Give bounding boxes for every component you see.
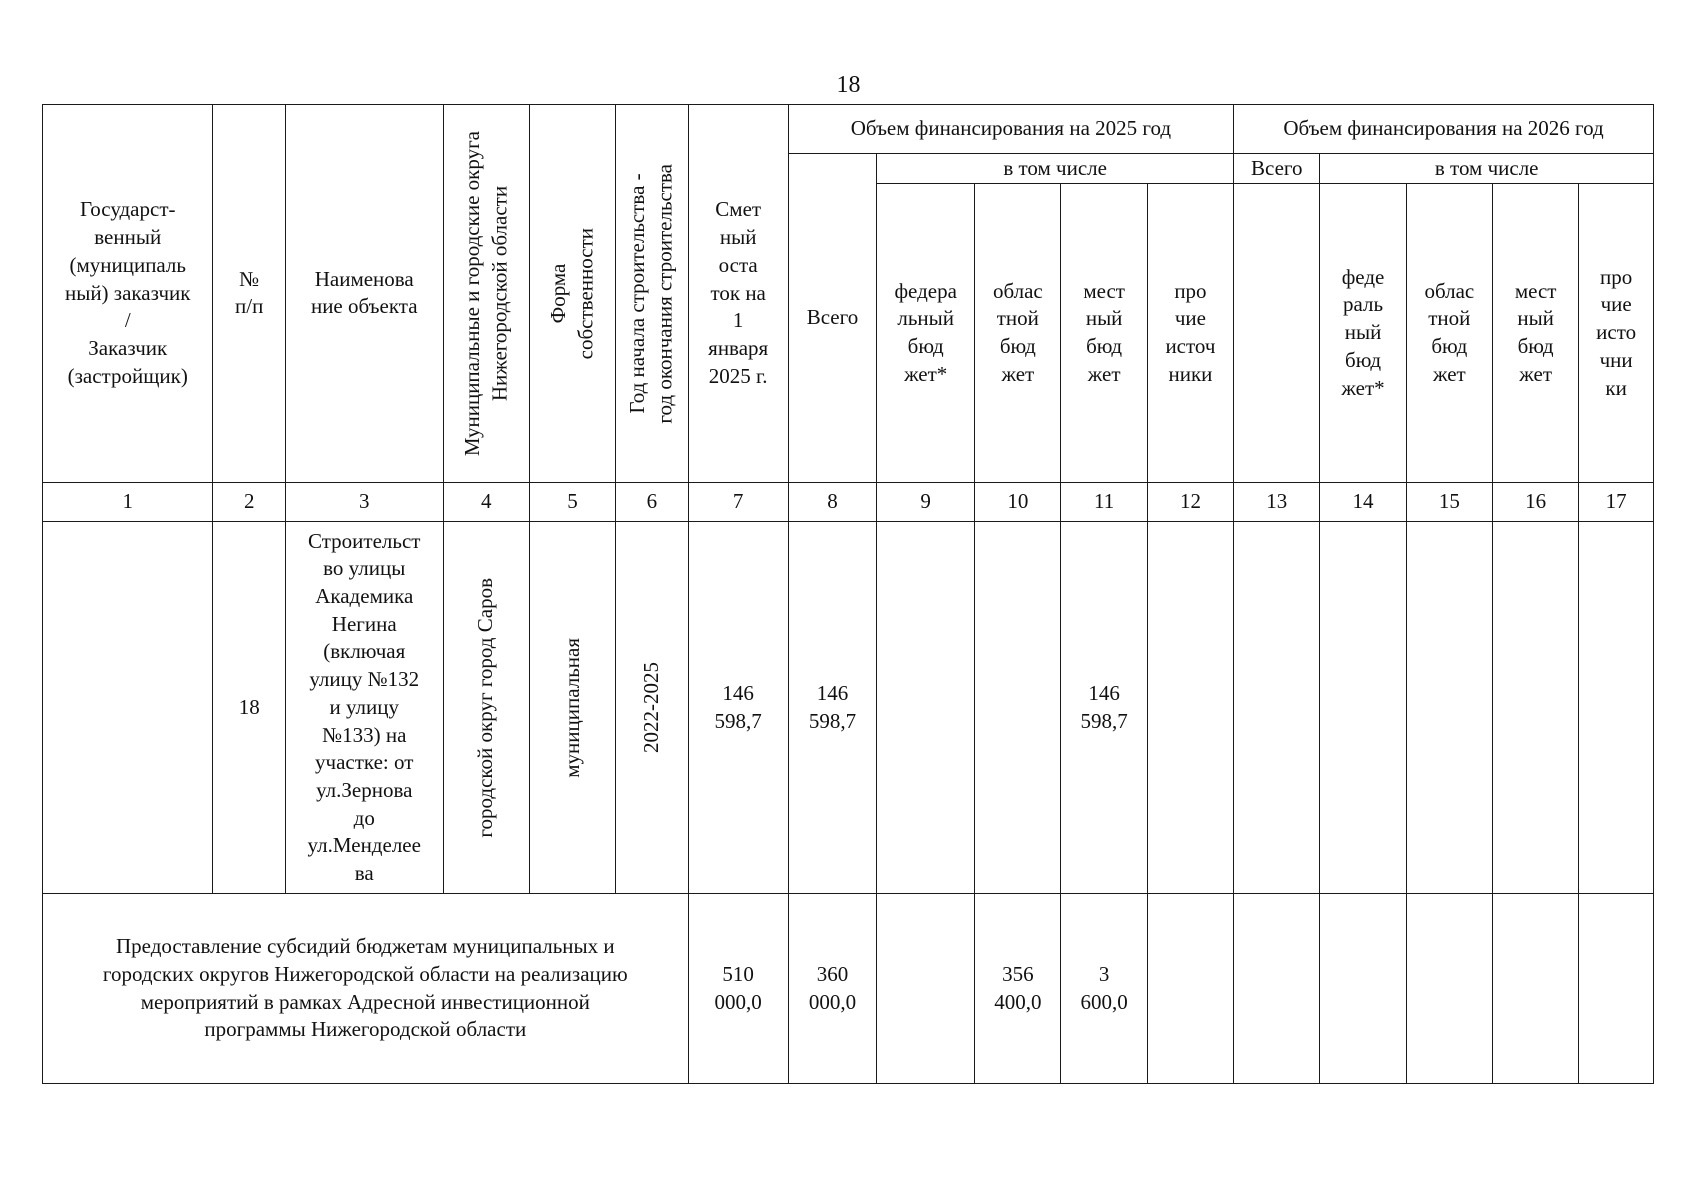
header-estimate: Смет ный оста ток на 1 января 2025 г.: [688, 105, 788, 483]
column-number: 3: [285, 482, 443, 521]
summary-other-2026: [1579, 894, 1654, 1084]
header-regional-2025: облас тной бюд жет: [975, 184, 1061, 483]
summary-local-2025: 3 600,0: [1061, 894, 1147, 1084]
summary-federal-2026: [1320, 894, 1406, 1084]
column-number: 11: [1061, 482, 1147, 521]
header-other-2025: про чие источ ники: [1147, 184, 1233, 483]
summary-total-2025: 360 000,0: [788, 894, 876, 1084]
column-number: 6: [616, 482, 688, 521]
header-object-name: Наименова ние объекта: [285, 105, 443, 483]
header-other-2026: про чие исто чни ки: [1579, 184, 1654, 483]
row-estimate: 146 598,7: [688, 522, 788, 894]
header-years: Год начала строительства - год окончания строительства: [616, 105, 688, 483]
page-number: 18: [836, 72, 861, 98]
row-total-2025: 146 598,7: [788, 522, 876, 894]
column-number: 10: [975, 482, 1061, 521]
row-federal-2025: [877, 522, 975, 894]
summary-other-2025: [1147, 894, 1233, 1084]
header-customer: Государст- венный (муниципаль ный) заказчик / Заказчик (застройщик): [43, 105, 213, 483]
column-number: 12: [1147, 482, 1233, 521]
row-federal-2026: [1320, 522, 1406, 894]
header-fin-2026: Объем финансирования на 2026 год: [1234, 105, 1654, 154]
row-local-2025: 146 598,7: [1061, 522, 1147, 894]
header-num: № п/п: [213, 105, 285, 483]
summary-label: Предоставление субсидий бюджетам муниципальных и городских округов Нижегородской области на реализацию мероприятий в рамках Адресной инвестиционной программы Нижегородской области: [43, 894, 689, 1084]
row-municipality: городской округ город Саров: [443, 522, 529, 894]
summary-row: [43, 894, 1654, 1084]
column-number: 14: [1320, 482, 1406, 521]
header-federal-2025: федера льный бюд жет*: [877, 184, 975, 483]
summary-regional-2026: [1406, 894, 1492, 1084]
table-row: [43, 522, 1654, 894]
financing-table: [42, 104, 1654, 1084]
header-including-2026: в том числе: [1320, 154, 1654, 184]
row-other-2026: [1579, 522, 1654, 894]
column-number: 8: [788, 482, 876, 521]
header-fin-2025: Объем финансирования на 2025 год: [788, 105, 1233, 154]
header-total-2026: Всего: [1234, 154, 1320, 184]
row-customer: [43, 522, 213, 894]
column-number: 17: [1579, 482, 1654, 521]
row-other-2025: [1147, 522, 1233, 894]
header-total-2026-cont: [1234, 184, 1320, 483]
row-regional-2026: [1406, 522, 1492, 894]
row-ownership: муниципальная: [529, 522, 615, 894]
summary-total-2026: [1234, 894, 1320, 1084]
column-number: 7: [688, 482, 788, 521]
header-regional-2026: облас тной бюд жет: [1406, 184, 1492, 483]
header-local-2025: мест ный бюд жет: [1061, 184, 1147, 483]
column-number: 5: [529, 482, 615, 521]
summary-local-2026: [1492, 894, 1578, 1084]
header-local-2026: мест ный бюд жет: [1492, 184, 1578, 483]
summary-regional-2025: 356 400,0: [975, 894, 1061, 1084]
row-years: 2022-2025: [616, 522, 688, 894]
column-number: 1: [43, 482, 213, 521]
header-total-2025: Всего: [788, 154, 876, 482]
column-number: 9: [877, 482, 975, 521]
row-num: 18: [213, 522, 285, 894]
column-number: 2: [213, 482, 285, 521]
summary-federal-2025: [877, 894, 975, 1084]
header-including-2025: в том числе: [877, 154, 1234, 184]
header-municipality: Муниципальные и городские округа Нижегородской области: [443, 105, 529, 483]
header-row-1: [43, 105, 1654, 154]
column-number: 4: [443, 482, 529, 521]
column-number: 15: [1406, 482, 1492, 521]
column-number: 16: [1492, 482, 1578, 521]
column-number-row: [43, 482, 1654, 521]
header-ownership: Форма собственности: [529, 105, 615, 483]
row-regional-2025: [975, 522, 1061, 894]
summary-estimate: 510 000,0: [688, 894, 788, 1084]
row-total-2026: [1234, 522, 1320, 894]
column-number: 13: [1234, 482, 1320, 521]
row-local-2026: [1492, 522, 1578, 894]
row-object-name: Строительст во улицы Академика Негина (включая улицу №132 и улицу №133) на участке: от ул.Зернова до ул.Менделее ва: [285, 522, 443, 894]
header-federal-2026: феде раль ный бюд жет*: [1320, 184, 1406, 483]
